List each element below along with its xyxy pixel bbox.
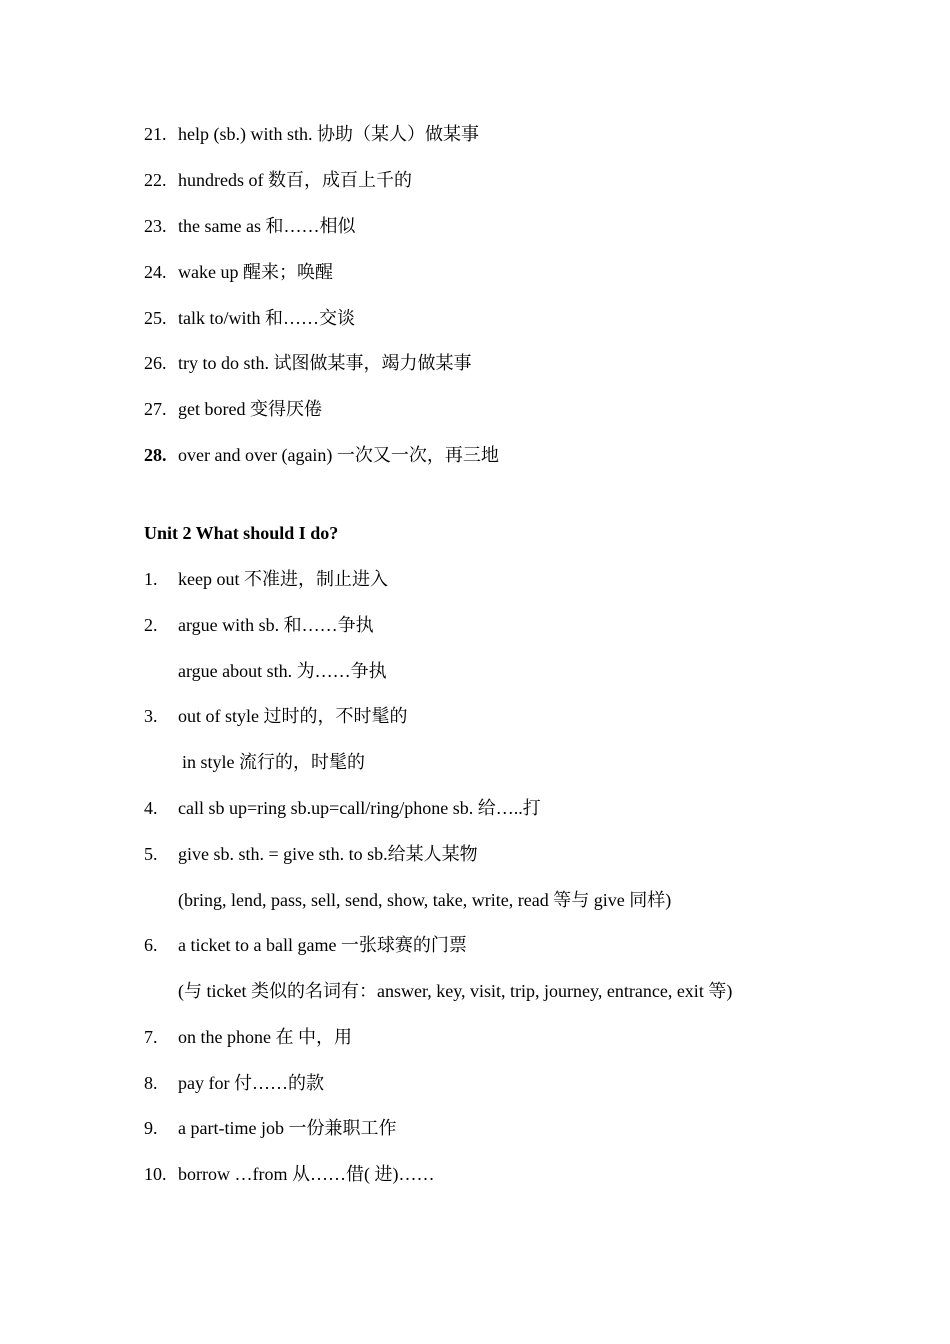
item-number: 9.: [144, 1118, 158, 1138]
list-item: [144, 123, 479, 145]
item-text: talk to/with 和……交谈: [178, 308, 355, 328]
item-number: 25.: [144, 308, 167, 328]
item-number: 27.: [144, 399, 167, 419]
item-text: over and over (again) 一次又一次，再三地: [178, 445, 499, 465]
item-text: try to do sth. 试图做某事，竭力做某事: [178, 353, 472, 373]
item-text: the same as 和……相似: [178, 216, 356, 236]
item-number: 1.: [144, 569, 158, 589]
item-number: 10.: [144, 1164, 167, 1184]
item-number: 28.: [144, 445, 167, 465]
item-number: 24.: [144, 262, 167, 282]
item-number: 6.: [144, 935, 158, 955]
list-item: [144, 934, 467, 956]
item-text: give sb. sth. = give sth. to sb.给某人某物: [178, 844, 478, 864]
item-number: 8.: [144, 1073, 158, 1093]
item-text: out of style 过时的，不时髦的: [178, 706, 408, 726]
list-item: [144, 614, 374, 636]
list-item: [144, 215, 355, 237]
item-text: on the phone 在 中，用: [178, 1027, 352, 1047]
item-number: 22.: [144, 170, 167, 190]
list-item: [144, 1026, 352, 1048]
list-item: [144, 444, 499, 466]
item-text: help (sb.) with sth. 协助（某人）做某事: [178, 124, 479, 144]
list-item: [144, 797, 541, 819]
item-text: keep out 不准进，制止进入: [178, 569, 388, 589]
item-number: 26.: [144, 353, 167, 373]
list-item: [144, 352, 472, 374]
item-text: argue about sth. 为……争执: [178, 661, 387, 681]
item-text: pay for 付……的款: [178, 1073, 324, 1093]
item-text: (与 ticket 类似的名词有：answer, key, visit, trip, journey, entrance, exit 等): [178, 981, 733, 1001]
item-text: hundreds of 数百，成百上千的: [178, 170, 412, 190]
item-text: call sb up=ring sb.up=call/ring/phone sb. 给…..打: [178, 798, 541, 818]
list-item: [144, 705, 408, 727]
list-item: [144, 307, 355, 329]
item-text: a ticket to a ball game 一张球赛的门票: [178, 935, 467, 955]
list-item: [144, 1117, 396, 1139]
item-text: a part-time job 一份兼职工作: [178, 1118, 397, 1138]
item-number: 2.: [144, 615, 158, 635]
list-item: [144, 568, 388, 590]
list-subitem: [178, 660, 387, 682]
item-text: wake up 醒来；唤醒: [178, 262, 333, 282]
list-subitem: [178, 980, 732, 1002]
item-number: 3.: [144, 706, 158, 726]
item-number: 7.: [144, 1027, 158, 1047]
item-number: 4.: [144, 798, 158, 818]
list-item: [144, 1163, 434, 1185]
section-heading: Unit 2 What should I do?: [144, 523, 339, 543]
item-number: 5.: [144, 844, 158, 864]
list-item: [144, 398, 322, 420]
list-subitem: [178, 889, 671, 911]
item-text: (bring, lend, pass, sell, send, show, take, write, read 等与 give 同样): [178, 890, 672, 910]
list-item: [144, 843, 478, 865]
item-text: in style 流行的，时髦的: [182, 752, 365, 772]
list-item: [144, 169, 412, 191]
item-text: borrow …from 从……借( 进)……: [178, 1164, 435, 1184]
item-number: 23.: [144, 216, 167, 236]
item-text: get bored 变得厌倦: [178, 399, 322, 419]
list-item: [144, 261, 333, 283]
list-subitem: [182, 751, 365, 773]
list-item: [144, 1072, 324, 1094]
item-number: 21.: [144, 124, 167, 144]
item-text: argue with sb. 和……争执: [178, 615, 374, 635]
